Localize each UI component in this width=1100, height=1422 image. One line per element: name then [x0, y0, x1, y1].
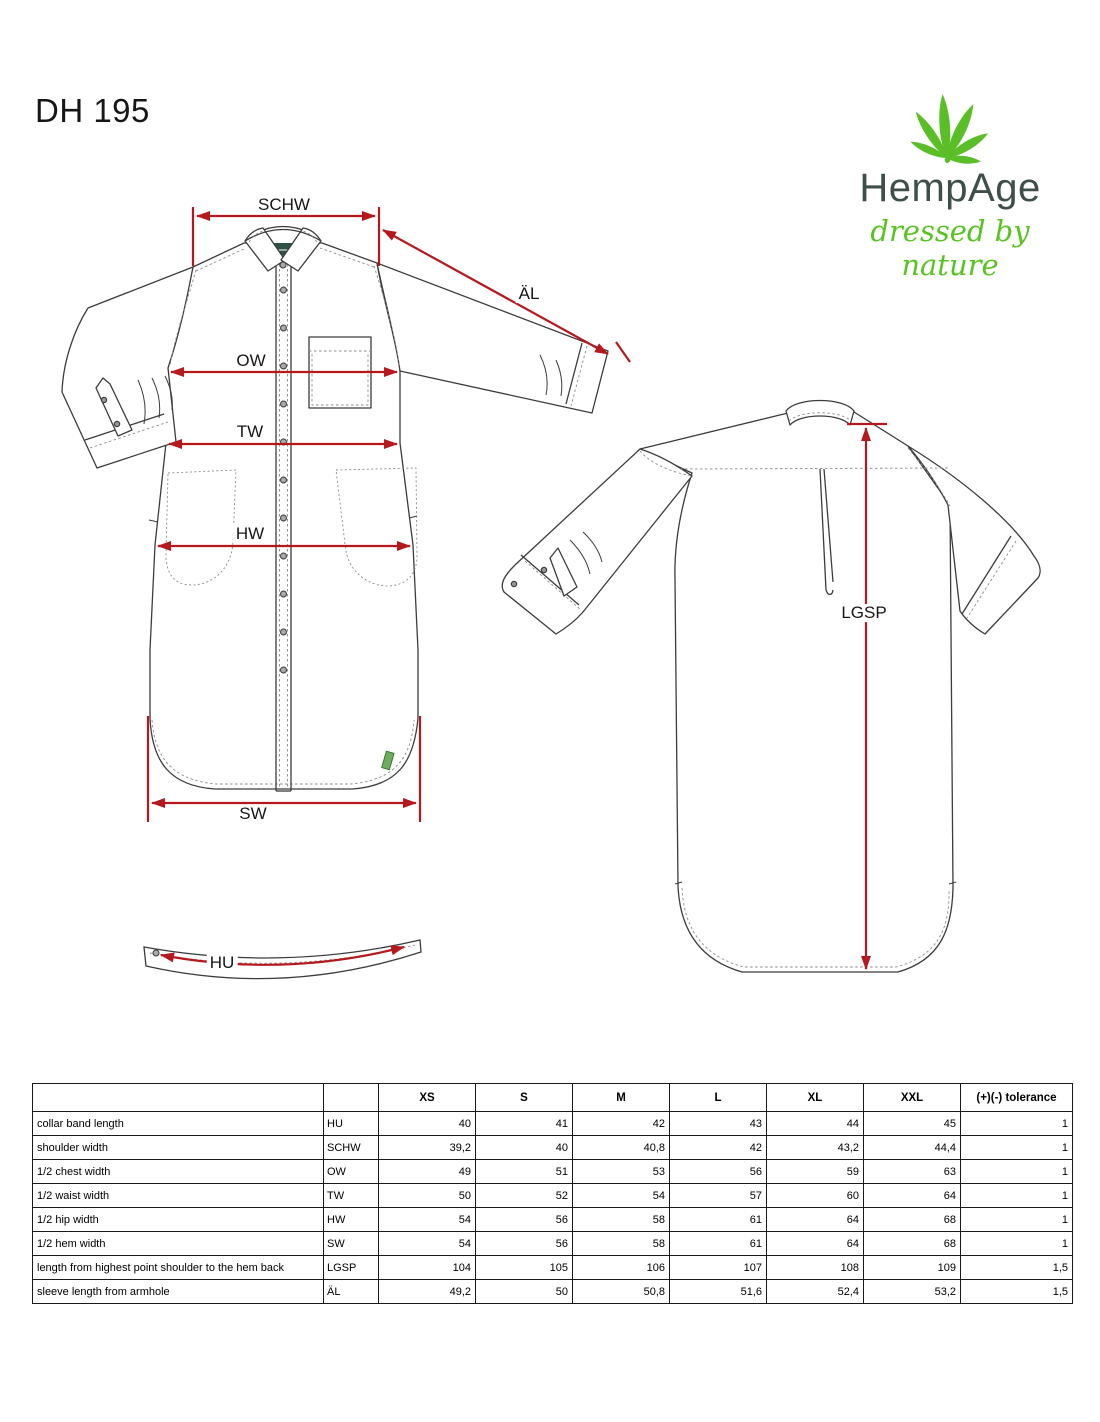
- measure-label: collar band length: [33, 1112, 324, 1136]
- size-row-tw: [33, 1184, 1073, 1208]
- measure-label: length from highest point shoulder to the hem back: [33, 1256, 324, 1280]
- brand-name: HempAge: [859, 166, 1041, 210]
- size-row-sw: [33, 1232, 1073, 1256]
- tolerance-value: 1: [961, 1136, 1073, 1160]
- size-value: 104: [379, 1256, 476, 1280]
- front-right-sleeve: [377, 263, 608, 413]
- size-value: 49,2: [379, 1280, 476, 1304]
- back-body: [640, 402, 953, 972]
- measure-code: SCHW: [324, 1136, 379, 1160]
- size-value: 56: [476, 1232, 573, 1256]
- tolerance-value: 1: [961, 1208, 1073, 1232]
- size-value: 58: [573, 1208, 670, 1232]
- tolerance-value: 1: [961, 1232, 1073, 1256]
- tolerance-value: 1: [961, 1184, 1073, 1208]
- back-view-drawing: [502, 401, 1040, 973]
- size-row-schw: [33, 1136, 1073, 1160]
- size-value: 40,8: [573, 1136, 670, 1160]
- size-table: [32, 1083, 1073, 1304]
- page-title: DH 195: [35, 92, 150, 129]
- size-value: 60: [767, 1184, 864, 1208]
- size-value: 56: [670, 1160, 767, 1184]
- size-value: 54: [379, 1232, 476, 1256]
- size-value: 68: [864, 1208, 961, 1232]
- measure-code: ÄL: [324, 1280, 379, 1304]
- size-value: 107: [670, 1256, 767, 1280]
- measure-label: 1/2 chest width: [33, 1160, 324, 1184]
- size-value: 53,2: [864, 1280, 961, 1304]
- size-row-hu: [33, 1112, 1073, 1136]
- tolerance-value: 1,5: [961, 1256, 1073, 1280]
- size-value: 40: [379, 1112, 476, 1136]
- size-value: 64: [767, 1232, 864, 1256]
- size-value: 41: [476, 1112, 573, 1136]
- size-value: 51: [476, 1160, 573, 1184]
- ael-end-tick: [616, 342, 630, 362]
- size-value: 44: [767, 1112, 864, 1136]
- size-value: 43: [670, 1112, 767, 1136]
- size-value: 61: [670, 1232, 767, 1256]
- size-table-header-row: [33, 1084, 1073, 1112]
- size-value: 50: [379, 1184, 476, 1208]
- size-value: 63: [864, 1160, 961, 1184]
- tw-label: TW: [234, 423, 266, 441]
- measure-code: HU: [324, 1112, 379, 1136]
- sw-label: SW: [236, 805, 269, 823]
- measure-label: shoulder width: [33, 1136, 324, 1160]
- measure-label: sleeve length from armhole: [33, 1280, 324, 1304]
- brand-tagline: dressed by nature: [870, 214, 1030, 282]
- lgsp-label: LGSP: [838, 604, 889, 622]
- size-header-s: S: [476, 1084, 573, 1112]
- size-value: 68: [864, 1232, 961, 1256]
- header-empty-label: [33, 1084, 324, 1112]
- size-value: 57: [670, 1184, 767, 1208]
- tolerance-header: (+)(-) tolerance: [961, 1084, 1073, 1112]
- tolerance-value: 1: [961, 1160, 1073, 1184]
- size-row-ow: [33, 1160, 1073, 1184]
- size-row-lgsp: [33, 1256, 1073, 1280]
- size-header-xl: XL: [767, 1084, 864, 1112]
- size-value: 64: [864, 1184, 961, 1208]
- header-empty-code: [324, 1084, 379, 1112]
- size-value: 43,2: [767, 1136, 864, 1160]
- tolerance-value: 1,5: [961, 1280, 1073, 1304]
- size-value: 45: [864, 1112, 961, 1136]
- measure-label: 1/2 waist width: [33, 1184, 324, 1208]
- size-value: 42: [670, 1136, 767, 1160]
- schw-label: SCHW: [255, 196, 313, 214]
- front-view-drawing: [62, 227, 608, 792]
- measure-code: HW: [324, 1208, 379, 1232]
- size-value: 53: [573, 1160, 670, 1184]
- size-value: 109: [864, 1256, 961, 1280]
- tolerance-value: 1: [961, 1112, 1073, 1136]
- size-value: 106: [573, 1256, 670, 1280]
- size-value: 44,4: [864, 1136, 961, 1160]
- size-value: 105: [476, 1256, 573, 1280]
- ael-label: ÄL: [516, 285, 543, 303]
- size-value: 40: [476, 1136, 573, 1160]
- size-value: 52: [476, 1184, 573, 1208]
- size-header-m: M: [573, 1084, 670, 1112]
- hw-label: HW: [233, 525, 267, 543]
- size-value: 50,8: [573, 1280, 670, 1304]
- back-left-sleeve: [502, 449, 692, 634]
- size-value: 61: [670, 1208, 767, 1232]
- size-value: 52,4: [767, 1280, 864, 1304]
- size-value: 58: [573, 1232, 670, 1256]
- size-value: 108: [767, 1256, 864, 1280]
- size-value: 50: [476, 1280, 573, 1304]
- measure-code: OW: [324, 1160, 379, 1184]
- measure-label: 1/2 hem width: [33, 1232, 324, 1256]
- size-header-l: L: [670, 1084, 767, 1112]
- size-row-hw: [33, 1208, 1073, 1232]
- size-value: 54: [573, 1184, 670, 1208]
- size-value: 42: [573, 1112, 670, 1136]
- size-value: 56: [476, 1208, 573, 1232]
- ow-label: OW: [233, 352, 268, 370]
- size-value: 64: [767, 1208, 864, 1232]
- size-row-ael: [33, 1280, 1073, 1304]
- measure-code: TW: [324, 1184, 379, 1208]
- size-value: 39,2: [379, 1136, 476, 1160]
- size-value: 59: [767, 1160, 864, 1184]
- size-header-xxl: XXL: [864, 1084, 961, 1112]
- hu-label: HU: [207, 954, 238, 972]
- size-header-xs: XS: [379, 1084, 476, 1112]
- size-value: 49: [379, 1160, 476, 1184]
- measure-label: 1/2 hip width: [33, 1208, 324, 1232]
- measure-code: LGSP: [324, 1256, 379, 1280]
- size-value: 51,6: [670, 1280, 767, 1304]
- measure-code: SW: [324, 1232, 379, 1256]
- size-value: 54: [379, 1208, 476, 1232]
